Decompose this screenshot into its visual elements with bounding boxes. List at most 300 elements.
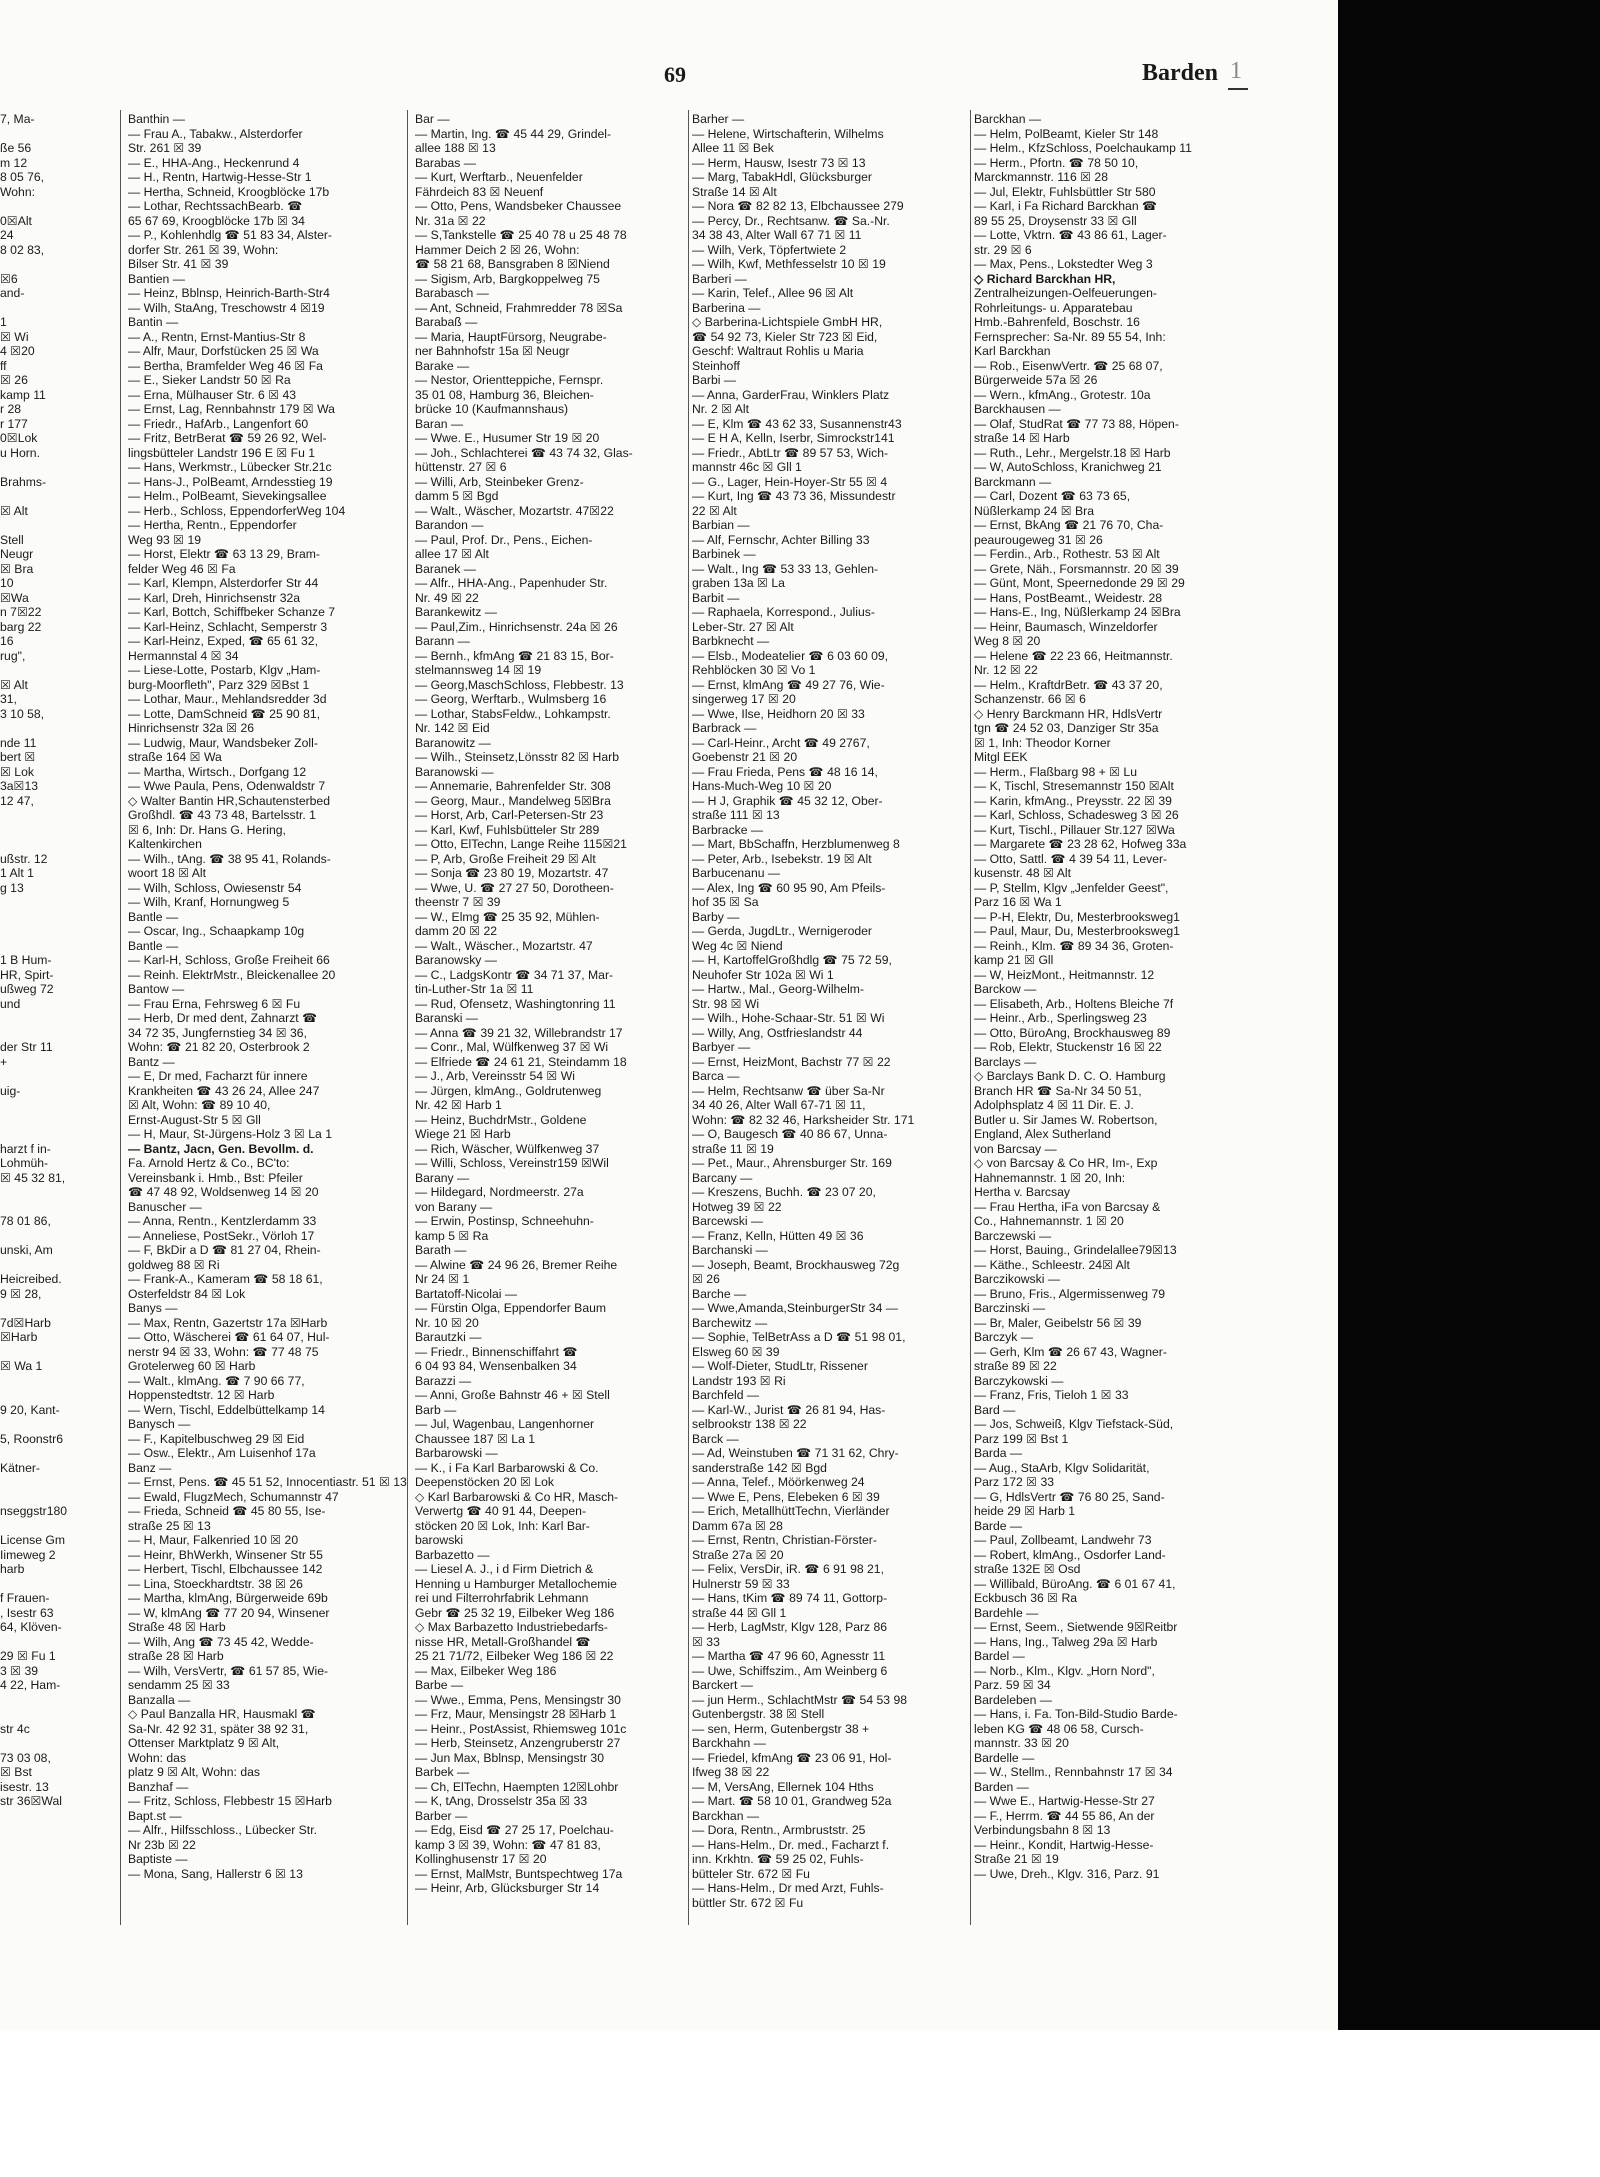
directory-line: Eckbusch 36 ☒ Ra: [974, 1591, 1078, 1605]
directory-line: — Paul, Maur, Du, Mesterbrooksweg1: [974, 924, 1180, 938]
directory-line: Bilser Str. 41 ☒ 39: [128, 257, 229, 271]
directory-line: — Wwe E., Hartwig-Hesse-Str 27: [974, 1794, 1155, 1808]
directory-line: stöcken 20 ☒ Lok, Inh: Karl Bar-: [415, 1518, 590, 1533]
directory-line: Barbian —: [692, 518, 750, 532]
directory-line: Wohn:: [0, 184, 36, 199]
directory-line: 1 Alt 1: [0, 866, 34, 880]
directory-line: [0, 823, 50, 838]
directory-line: HR, Spirt-: [0, 967, 54, 982]
directory-line: — Uwe, Schiffszim., Am Weinberg 6: [692, 1663, 888, 1678]
directory-line: Barden —: [974, 1779, 1029, 1794]
directory-line: Hermannstal 4 ☒ 34: [128, 648, 239, 663]
directory-line: — P-H, Elektr, Du, Mesterbrooksweg1: [974, 909, 1180, 924]
directory-line: Hotweg 39 ☒ 22: [692, 1199, 782, 1214]
directory-line: Barbucenanu —: [692, 866, 781, 880]
directory-line: Gebr ☎ 25 32 19, Eilbeker Weg 186: [415, 1605, 615, 1620]
directory-line: — A., Rentn, Ernst-Mantius-Str 8: [128, 329, 306, 344]
directory-line: — Hans-E., Ing, Nüßlerkamp 24 ☒Bra: [974, 605, 1181, 619]
directory-line: Weg 4c ☒ Niend: [692, 938, 783, 953]
directory-line: ☒ Wa 1: [0, 1359, 43, 1373]
directory-line: Barche —: [692, 1286, 747, 1301]
directory-line: — Kreszens, Buchh. ☎ 23 07 20,: [692, 1185, 876, 1199]
directory-line: 8 05 76,: [0, 170, 45, 184]
directory-line: Straße 14 ☒ Alt: [692, 184, 777, 199]
directory-line: nerstr 94 ☒ 33, Wohn: ☎ 77 48 75: [128, 1344, 319, 1359]
directory-line: — Liesel A. J., i d Firm Dietrich &: [415, 1562, 594, 1576]
directory-line: Barbarowski —: [415, 1446, 498, 1460]
directory-line: [0, 1113, 50, 1128]
directory-line: — Max, Pens., Lokstedter Weg 3: [974, 257, 1153, 271]
directory-line: Bardelle —: [974, 1750, 1035, 1765]
directory-line: — Fritz, Schloss, Flebbestr 15 ☒Harb: [128, 1794, 332, 1808]
directory-line: ☒ Alt, Wohn: ☎ 89 10 40,: [128, 1098, 271, 1112]
directory-line: Baptiste —: [128, 1852, 188, 1866]
directory-line: — Jul, Elektr, Fuhlsbüttler Str 580: [974, 184, 1156, 199]
directory-line: — Wwe., Emma, Pens, Mensingstr 30: [415, 1692, 621, 1707]
directory-line: straße 89 ☒ 22: [974, 1359, 1057, 1373]
directory-line: Nr 23b ☒ 22: [128, 1837, 196, 1852]
directory-line: — Hans-Helm., Dr med Arzt, Fuhls-: [692, 1881, 884, 1895]
directory-line: — Mart. ☎ 58 10 01, Grandweg 52a: [692, 1794, 892, 1808]
directory-line: — Fürstin Olga, Eppendorfer Baum: [415, 1301, 607, 1315]
directory-line: 9 ☒ 28,: [0, 1286, 42, 1301]
directory-line: — E., HHA-Ang., Heckenrund 4: [128, 155, 300, 170]
directory-line: kamp 5 ☒ Ra: [415, 1228, 489, 1243]
directory-line: [0, 1229, 50, 1244]
directory-line: — K, Tischl, Stresemannstr 150 ☒Alt: [974, 779, 1174, 793]
directory-line: — Gerda, JugdLtr., Wernigeroder: [692, 924, 872, 938]
directory-line: — Percy, Dr., Rechtsanw. ☎ Sa.-Nr.: [692, 213, 890, 228]
directory-line: Barckmann —: [974, 474, 1052, 489]
directory-line: Barcany —: [692, 1170, 753, 1185]
directory-line: ☒ Lok: [0, 764, 34, 779]
directory-line: Fernsprecher: Sa-Nr. 89 55 54, Inh:: [974, 329, 1166, 344]
directory-line: Allee 11 ☒ Bek: [692, 141, 774, 155]
directory-line: — Wilh, StaAng, Treschowstr 4 ☒19: [128, 300, 325, 315]
directory-line: — W, HeizMont., Heitmannstr. 12: [974, 967, 1155, 982]
directory-line: — Friedr., AbtLtr ☎ 89 57 53, Wich-: [692, 445, 889, 460]
directory-line: — Maria, HauptFürsorg, Neugrabe-: [415, 329, 607, 344]
directory-line: von Barany —: [415, 1199, 493, 1214]
directory-line: ☒ 6, Inh: Dr. Hans G. Hering,: [128, 822, 286, 837]
directory-line: — Martha ☎ 47 96 60, Agnesstr 11: [692, 1649, 886, 1663]
directory-line: Bürgerweide 57a ☒ 26: [974, 373, 1098, 387]
directory-line: — Hans, Ing., Talweg 29a ☒ Harb: [974, 1634, 1158, 1649]
directory-line: Banzalla —: [128, 1692, 191, 1707]
directory-line: straße 14 ☒ Harb: [974, 431, 1070, 445]
directory-line: 4 ☒20: [0, 344, 35, 358]
directory-line: Heicreibed.: [0, 1272, 62, 1286]
directory-line: lingsbütteler Landstr 196 E ☒ Fu 1: [128, 445, 316, 460]
directory-line: Barake —: [415, 358, 470, 373]
directory-line: — Hans, Werkmstr., Lübecker Str.21c: [128, 460, 332, 474]
directory-line: — Willibald, BüroAng. ☎ 6 01 67 41,: [974, 1576, 1176, 1591]
directory-line: — Rob., EisenwVertr. ☎ 25 68 07,: [974, 358, 1163, 373]
directory-line: — Heinr, Baumasch, Winzeldorfer: [974, 619, 1158, 634]
directory-line: — Horst, Bauing., Grindelallee79☒13: [974, 1243, 1177, 1257]
directory-line: str. 29 ☒ 6: [974, 242, 1032, 257]
directory-line: tgn ☎ 24 52 03, Danziger Str 35a: [974, 721, 1159, 735]
directory-line: Barczyk —: [974, 1330, 1033, 1344]
directory-line: — Karl, Bottch, Schiffbeker Schanze 7: [128, 605, 336, 619]
directory-line: inn. Krkhtn. ☎ 59 25 02, Fuhls-: [692, 1852, 864, 1866]
column-divider: [120, 110, 121, 1925]
directory-line: Kaltenkirchen: [128, 837, 202, 851]
directory-line: Barbe —: [415, 1678, 464, 1692]
directory-line: 22 ☒ Alt: [692, 503, 737, 518]
directory-line: 24: [0, 228, 14, 242]
directory-line: 7d☒Harb: [0, 1315, 51, 1330]
directory-line: — Hans, tKim ☎ 89 74 11, Gottorp-: [692, 1591, 888, 1605]
directory-line: 25 21 71/72, Eilbeker Weg 186 ☒ 22: [415, 1649, 614, 1663]
directory-line: — Erwin, Postinsp, Schneehuhn-: [415, 1214, 594, 1228]
directory-line: — Heinr, Arb, Glücksburger Str 14: [415, 1881, 600, 1895]
directory-line: 29 ☒ Fu 1: [0, 1649, 56, 1663]
directory-line: peaurougeweg 31 ☒ 26: [974, 532, 1103, 547]
directory-line: — Georg, Werftarb., Wulmsberg 16: [415, 692, 607, 706]
directory-line: — Bernh., kfmAng ☎ 21 83 15, Bor-: [415, 648, 614, 663]
directory-line: — Anna, GarderFrau, Winklers Platz: [692, 387, 890, 402]
directory-line: isestr. 13: [0, 1779, 49, 1794]
directory-line: [0, 1185, 50, 1200]
directory-line: — Kurt, Werftarb., Neuenfelder: [415, 170, 583, 184]
directory-line: Zentralheizungen-Oelfeuerungen-: [974, 286, 1157, 300]
directory-line: — Herb, Steinsetz, Anzengruberstr 27: [415, 1736, 621, 1750]
directory-line: 3a☒13: [0, 779, 39, 793]
directory-line: Barbek —: [415, 1765, 470, 1779]
directory-line: Barbi —: [692, 373, 737, 387]
directory-line: ☒ Alt: [0, 503, 28, 518]
directory-line: — E, Dr med, Facharzt für innere: [128, 1069, 308, 1083]
directory-line: — Ad, Weinstuben ☎ 71 31 62, Chry-: [692, 1446, 899, 1460]
directory-line: — Ferdin., Arb., Rothestr. 53 ☒ Alt: [974, 547, 1160, 561]
directory-line: — Alf, Fernschr, Achter Billing 33: [692, 532, 870, 547]
directory-line: Iimeweg 2: [0, 1547, 56, 1562]
directory-line: [0, 1301, 50, 1316]
directory-line: Baranski —: [415, 1011, 478, 1025]
directory-line: — Karl, i Fa Richard Barckhan ☎: [974, 199, 1158, 213]
directory-line: — Frau Frieda, Pens ☎ 48 16 14,: [692, 764, 878, 779]
directory-line: 1: [0, 315, 7, 329]
directory-line: License Gm: [0, 1533, 66, 1547]
directory-line: Kollinghusenstr 17 ☒ 20: [415, 1852, 547, 1866]
directory-line: Sa-Nr. 42 92 31, später 38 92 31,: [128, 1721, 309, 1736]
directory-line: Kätner-: [0, 1460, 40, 1475]
directory-line: — Hans-J., PolBeamt, Arndesstieg 19: [128, 474, 333, 489]
directory-line: 8 02 83,: [0, 242, 45, 257]
directory-line: — Wilh, Kwf, Methfesselstr 10 ☒ 19: [692, 257, 886, 271]
directory-line: 0☒Alt: [0, 213, 32, 228]
directory-line: — Horst, Elektr ☎ 63 13 29, Bram-: [128, 547, 320, 561]
directory-line: straße 44 ☒ Gll 1: [692, 1605, 787, 1620]
directory-line: — Horst, Arb, Carl-Petersen-Str 23: [415, 808, 604, 822]
directory-line: — Willi, Schloss, Vereinstr159 ☒Wil: [415, 1156, 609, 1170]
directory-line: — Herb, Dr med dent, Zahnarzt ☎: [128, 1011, 318, 1025]
directory-line: Baran —: [415, 416, 464, 431]
directory-line: Parz. 59 ☒ 34: [974, 1678, 1051, 1692]
directory-line: uig-: [0, 1083, 21, 1098]
directory-line: — Walt., klmAng. ☎ 7 90 66 77,: [128, 1373, 305, 1388]
directory-line: singerweg 17 ☒ 20: [692, 692, 796, 706]
directory-line: — Reinh. ElektrMstr., Bleickenallee 20: [128, 967, 336, 982]
directory-line: mannstr 46c ☒ Gll 1: [692, 460, 802, 474]
directory-line: — Wwe. E., Husumer Str 19 ☒ 20: [415, 431, 600, 445]
directory-line: — Mona, Sang, Hallerstr 6 ☒ 13: [128, 1866, 303, 1881]
directory-line: Landstr 193 ☒ Ri: [692, 1373, 786, 1388]
directory-line: straße 111 ☒ 13: [692, 808, 780, 822]
directory-line: — Helene ☎ 22 23 66, Heitmannstr.: [974, 648, 1173, 663]
directory-line: — sen, Herm, Gutenbergstr 38 +: [692, 1721, 870, 1736]
directory-line: — Liese-Lotte, Postarb, Klgv „Ham-: [128, 663, 321, 677]
directory-line: Barbazetto —: [415, 1547, 490, 1562]
directory-line: Barczewski —: [974, 1228, 1052, 1243]
directory-line: — Felix, VersDir, iR. ☎ 6 91 98 21,: [692, 1562, 884, 1576]
directory-line: — Hertha, Schneid, Kroogblöcke 17b: [128, 184, 330, 199]
directory-line: , Isestr 63: [0, 1605, 54, 1620]
directory-line: — Otto, ElTechn, Lange Reihe 115☒21: [415, 837, 627, 851]
directory-line: — Günt, Mont, Speernedonde 29 ☒ 29: [974, 576, 1185, 590]
directory-line: — Paul,Zim., Hinrichsenstr. 24a ☒ 26: [415, 619, 618, 634]
directory-line: Ifweg 38 ☒ 22: [692, 1765, 770, 1779]
directory-line: ☎ 47 48 92, Woldsenweg 14 ☒ 20: [128, 1185, 319, 1199]
directory-line: [0, 1127, 50, 1142]
directory-line: Hammer Deich 2 ☒ 26, Wohn:: [415, 242, 580, 257]
directory-line: — Robert, klmAng., Osdorfer Land-: [974, 1547, 1166, 1562]
directory-line: ◇ von Barcsay & Co HR, Im-, Exp: [974, 1156, 1158, 1170]
directory-line: [0, 837, 50, 852]
directory-line: — Wwe,Amanda,SteinburgerStr 34 —: [692, 1301, 898, 1315]
directory-line: — Ruth., Lehr., Mergelstr.18 ☒ Harb: [974, 445, 1171, 460]
directory-line: [0, 1026, 50, 1041]
directory-line: woort 18 ☒ Alt: [128, 866, 206, 880]
directory-line: [0, 1446, 50, 1461]
directory-line: — Lothar, RechtssachBearb. ☎: [128, 199, 303, 213]
directory-line: Schanzenstr. 66 ☒ 6: [974, 692, 1086, 706]
directory-line: — Ernst, Pens. ☎ 45 51 52, Innocentiastr. 51 ☒ 13: [128, 1475, 407, 1489]
directory-line: Barda —: [974, 1446, 1023, 1460]
directory-line: Wohn: ☎ 82 32 46, Harksheider Str. 171: [692, 1112, 915, 1127]
directory-line: Hoppenstedtstr. 12 ☒ Harb: [128, 1388, 275, 1402]
directory-line: — Alwine ☎ 24 96 26, Bremer Reihe: [415, 1257, 618, 1272]
directory-line: Bantz —: [128, 1054, 175, 1069]
directory-line: Barckow —: [974, 982, 1037, 996]
directory-line: sendamm 25 ☒ 33: [128, 1678, 230, 1692]
directory-line: — Herbert, Tischl, Elbchaussee 142: [128, 1562, 323, 1576]
directory-line: — Otto, Sattl. ☎ 4 39 54 11, Lever-: [974, 851, 1168, 866]
directory-line: — Helm., PolBeamt, Sievekingsallee: [128, 489, 327, 503]
directory-line: 34 38 43, Alter Wall 67 71 ☒ 11: [692, 228, 862, 242]
directory-line: — Wilh, Kranf, Hornungweg 5: [128, 895, 290, 909]
directory-line: — Friedr., HafArb., Langenfort 60: [128, 416, 309, 431]
directory-line: — W., Elmg ☎ 25 35 92, Mühlen-: [415, 909, 600, 924]
directory-line: Banuscher —: [128, 1199, 202, 1214]
directory-line: — K, tAng, Drosselstr 35a ☒ 33: [415, 1794, 588, 1808]
directory-line: — Sigism, Arb, Bargkoppelweg 75: [415, 271, 600, 286]
directory-line: — Frau Hertha, iFa von Barcsay &: [974, 1199, 1161, 1214]
directory-line: — Helm., KraftdrBetr. ☎ 43 37 20,: [974, 677, 1163, 692]
directory-line: — Karl, Kwf, Fuhlsbütteler Str 289: [415, 822, 600, 837]
directory-line: — F., Herrm. ☎ 44 55 86, An der: [974, 1808, 1155, 1823]
directory-line: — Alfr., Hilfsschloss., Lübecker Str.: [128, 1823, 317, 1837]
directory-line: Bapt.st —: [128, 1808, 182, 1823]
directory-line: ☒ 26: [692, 1272, 720, 1286]
directory-line: — Ernst, Lag, Rennbahnstr 179 ☒ Wa: [128, 402, 335, 416]
directory-line: Barberina —: [692, 300, 761, 315]
directory-line: platz 9 ☒ Alt, Wohn: das: [128, 1765, 260, 1779]
column-2: [415, 112, 687, 1896]
directory-line: Damm 67a ☒ 28: [692, 1518, 783, 1533]
directory-line: Geschf: Waltraut Rohlis u Maria: [692, 344, 864, 358]
directory-line: m 12: [0, 155, 28, 170]
directory-line: — M, VersAng, Ellernek 104 Hths: [692, 1779, 874, 1794]
directory-line: Barbracke —: [692, 822, 764, 837]
directory-line: Straße 48 ☒ Harb: [128, 1620, 226, 1634]
directory-line: — Elfriede ☎ 24 61 21, Steindamm 18: [415, 1054, 627, 1069]
directory-line: — Karl-W., Jurist ☎ 26 81 94, Has-: [692, 1402, 886, 1417]
directory-line: Barckhahn —: [692, 1736, 766, 1750]
directory-line: Osterfeldstr 84 ☒ Lok: [128, 1286, 246, 1301]
directory-line: — Karl-Heinz, Schlacht, Semperstr 3: [128, 619, 328, 634]
directory-line: Co., Hahnemannstr. 1 ☒ 20: [974, 1214, 1124, 1228]
directory-line: [0, 1345, 50, 1360]
directory-line: — Karl-Heinz, Exped, ☎ 65 61 32,: [128, 634, 318, 648]
directory-line: tin-Luther-Str 1a ☒ 11: [415, 982, 534, 996]
directory-line: — Bertha, Bramfelder Weg 46 ☒ Fa: [128, 358, 323, 373]
directory-line: Barazzi —: [415, 1373, 472, 1388]
column-divider: [688, 110, 689, 1925]
directory-line: [0, 808, 50, 823]
directory-line: [0, 1693, 50, 1708]
directory-line: +: [0, 1054, 8, 1069]
directory-line: — Anni, Große Bahnstr 46 + ☒ Stell: [415, 1388, 610, 1402]
directory-line: rei und Filterrohrfabrik Lehmann: [415, 1591, 589, 1605]
directory-line: kamp 3 ☒ 39, Wohn: ☎ 47 81 83,: [415, 1837, 601, 1852]
directory-line: Weg 93 ☒ 19: [128, 532, 202, 547]
directory-line: ner Bahnhofstr 15a ☒ Neugr: [415, 344, 570, 358]
directory-line: — Norb., Klm., Klgv. „Horn Nord",: [974, 1663, 1155, 1678]
directory-line: dorfer Str. 261 ☒ 39, Wohn:: [128, 242, 279, 257]
directory-line: harzt f in-: [0, 1141, 51, 1156]
directory-line: — Olaf, StudRat ☎ 77 73 88, Höpen-: [974, 416, 1179, 431]
directory-line: — Jun Max, Bblnsp, Mensingstr 30: [415, 1750, 604, 1765]
directory-line: — Wwe, Ilse, Heidhorn 20 ☒ 33: [692, 706, 865, 721]
directory-line: Fährdeich 83 ☒ Neuenf: [415, 184, 544, 199]
directory-line: brücke 10 (Kaufmannshaus): [415, 402, 569, 416]
directory-line: — Elsb., Modeatelier ☎ 6 03 60 09,: [692, 648, 889, 663]
directory-line: [0, 1098, 50, 1113]
directory-line: — Edg, Eisd ☎ 27 25 17, Poelchau-: [415, 1823, 614, 1837]
running-head-mark: 1: [1230, 58, 1242, 84]
directory-line: — Wilh., Hohe-Schaar-Str. 51 ☒ Wi: [692, 1011, 885, 1025]
directory-line: 73 03 08,: [0, 1750, 51, 1765]
directory-line: — Frank-A., Kameram ☎ 58 18 61,: [128, 1272, 323, 1286]
directory-line: Rehblöcken 30 ☒ Vo 1: [692, 663, 816, 677]
directory-line: Barby —: [692, 909, 740, 924]
directory-line: ☒Wa: [0, 590, 29, 605]
directory-line: barg 22: [0, 619, 42, 634]
directory-line: Bardeleben —: [974, 1692, 1052, 1707]
directory-line: kusenstr. 48 ☒ Alt: [974, 866, 1071, 880]
directory-line: — Hildegard, Nordmeerstr. 27a: [415, 1185, 584, 1199]
directory-line: Chaussee 187 ☒ La 1: [415, 1431, 536, 1446]
directory-line: Straße 21 ☒ 19: [974, 1852, 1059, 1866]
directory-line: — Willi, Arb, Steinbeker Grenz-: [415, 474, 584, 489]
directory-line: ußweg 72: [0, 982, 54, 996]
directory-line: Baranowski —: [415, 764, 494, 779]
directory-line: Barann —: [415, 634, 470, 648]
column-4: [974, 112, 1250, 1881]
directory-line: [0, 939, 50, 954]
directory-line: — Hans, i. Fa. Ton-Bild-Studio Barde-: [974, 1707, 1178, 1721]
directory-line: Barckhausen —: [974, 402, 1061, 416]
directory-line: [0, 1258, 50, 1273]
directory-line: 64, Klöven-: [0, 1620, 62, 1634]
directory-line: — Friedel, kfmAng ☎ 23 06 91, Hol-: [692, 1750, 892, 1765]
directory-line: Ernst-August-Str 5 ☒ Gll: [128, 1112, 261, 1127]
directory-line: 6 04 93 84, Wensenbalken 34: [415, 1359, 577, 1373]
directory-line: — Heinr., Arb., Sperlingsweg 23: [974, 1011, 1147, 1025]
directory-line: Barca —: [692, 1069, 740, 1083]
directory-line: — P, Arb, Große Freiheit 29 ☒ Alt: [415, 851, 596, 866]
directory-line: Fa. Arnold Hertz & Co., BC'to:: [128, 1156, 290, 1170]
directory-line: allee 17 ☒ Alt: [415, 547, 489, 561]
directory-line: Barchfeld —: [692, 1388, 760, 1402]
directory-line: — W, klmAng ☎ 77 20 94, Winsener: [128, 1605, 330, 1620]
directory-line: — Wilh, Ang ☎ 73 45 42, Wedde-: [128, 1634, 314, 1649]
directory-line: [0, 489, 50, 504]
directory-line: — Helm., KfzSchloss, Poelchaukamp 11: [974, 141, 1192, 155]
directory-line: barowski: [415, 1533, 464, 1547]
directory-line: Butler u. Sir James W. Robertson,: [974, 1112, 1158, 1127]
directory-line: — Lina, Stoeckhardtstr. 38 ☒ 26: [128, 1576, 303, 1591]
directory-line: unski, Am: [0, 1243, 53, 1257]
directory-line: — Helene, Wirtschafterin, Wilhelms: [692, 126, 884, 141]
directory-line: — S,Tankstelle ☎ 25 40 78 u 25 48 78: [415, 228, 627, 242]
directory-line: — H, Maur, St-Jürgens-Holz 3 ☒ La 1: [128, 1127, 332, 1141]
directory-line: Verbindungsbahn 8 ☒ 13: [974, 1823, 1111, 1837]
directory-line: — Hertha, Rentn., Eppendorfer: [128, 518, 297, 532]
directory-line: Neugr: [0, 547, 34, 561]
directory-line: Barbrack —: [692, 721, 757, 735]
directory-line: Nr. 2 ☒ Alt: [692, 402, 749, 416]
directory-line: Weg 8 ☒ 20: [974, 634, 1041, 648]
directory-line: — Karin, kfmAng., Preysstr. 22 ☒ 39: [974, 793, 1172, 808]
directory-line: Grotelerweg 60 ☒ Harb: [128, 1359, 256, 1373]
directory-line: Hmb.-Bahrenfeld, Boschstr. 16: [974, 315, 1140, 329]
directory-line: — Hans-Helm., Dr. med., Facharzt f.: [692, 1837, 890, 1852]
directory-line: — Ernst, Rentn, Christian-Förster-: [692, 1533, 877, 1547]
directory-line: Wiege 21 ☒ Harb: [415, 1127, 511, 1141]
directory-line: — Jos, Schweiß, Klgv Tiefstack-Süd,: [974, 1417, 1174, 1431]
directory-line: Hinrichsenstr 32a ☒ 26: [128, 721, 255, 735]
directory-line: — Karin, Telef., Allee 96 ☒ Alt: [692, 286, 854, 300]
directory-line: 1 B Hum-: [0, 953, 52, 967]
directory-line: — Lotte, Vktrn. ☎ 43 86 61, Lager-: [974, 228, 1167, 242]
directory-line: Rohrleitungs- u. Apparatebau: [974, 300, 1133, 315]
directory-line: Barchanski —: [692, 1243, 768, 1257]
directory-line: Str. 261 ☒ 39: [128, 141, 202, 155]
directory-line: — E., Sieker Landstr 50 ☒ Ra: [128, 373, 291, 387]
directory-line: Barb —: [415, 1402, 457, 1417]
directory-line: [0, 924, 50, 939]
directory-line: heide 29 ☒ Harb 1: [974, 1504, 1076, 1518]
directory-line: straße 132E ☒ Osd: [974, 1562, 1081, 1576]
directory-line: [0, 127, 50, 142]
directory-line: r 177: [0, 416, 28, 431]
directory-line: 12 47,: [0, 793, 34, 808]
directory-line: — Martin, Ing. ☎ 45 44 29, Grindel-: [415, 126, 612, 141]
header-rule: [1228, 88, 1248, 90]
